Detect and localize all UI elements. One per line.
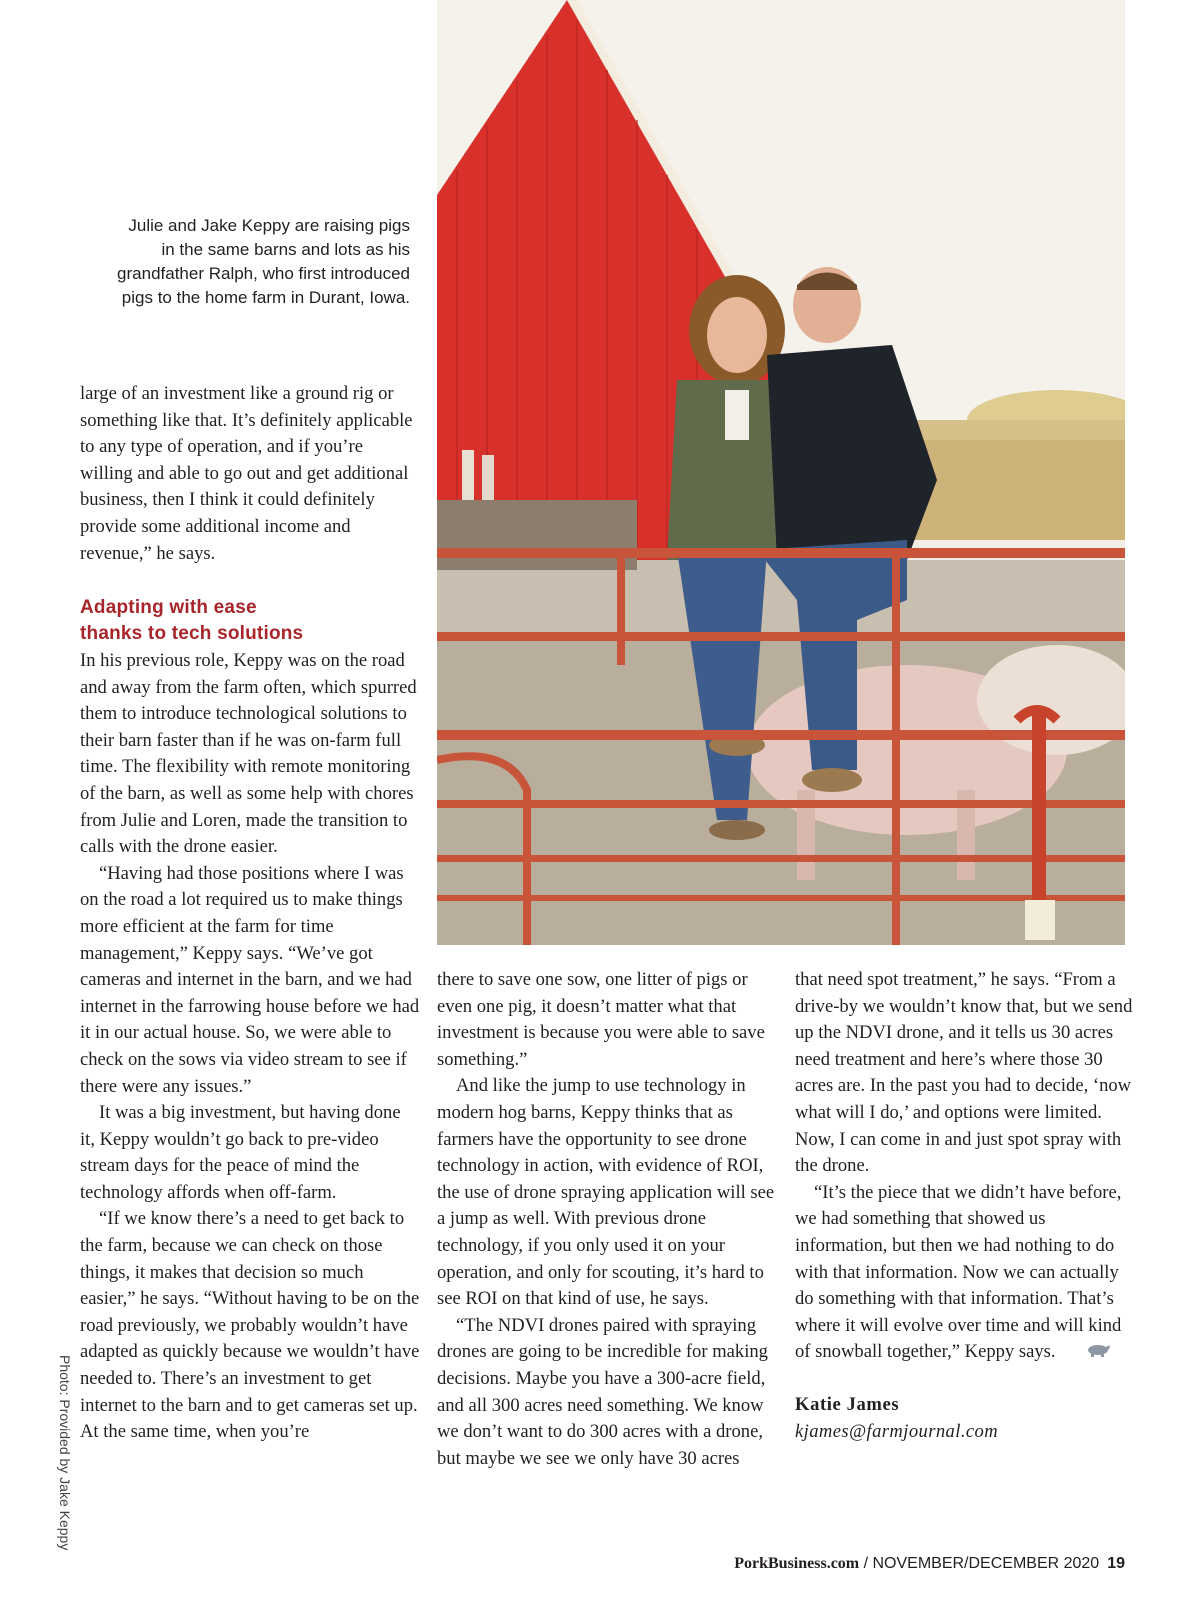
author-name: Katie James: [795, 1394, 900, 1416]
body-paragraph: It was a big investment, but having done it, Keppy wouldn’t go back to pre-video stream days for the peace of mind the technology affords when off-farm.: [80, 1102, 401, 1203]
column-1-intro: [80, 381, 420, 567]
footer-separator: /: [859, 1555, 873, 1572]
column-3: [795, 967, 1135, 1446]
caption-line: in the same barns and lots as his: [161, 240, 410, 259]
body-paragraph: “The NDVI drones paired with spraying drones are going to be incredible for making decisions. Maybe you have a 300-acre field, and all 300 acres need something. We know we don’t want to do 300 acres with a drone, but maybe we see we only have 30 acres: [437, 1314, 768, 1469]
caption-line: pigs to the home farm in Durant, Iowa.: [121, 288, 410, 307]
section-heading: [80, 595, 420, 647]
column-2: [437, 967, 777, 1472]
body-paragraph: there to save one sow, one litter of pigs or even one pig, it doesn’t matter what that investment is because you were able to save something.”: [437, 969, 765, 1070]
body-paragraph: large of an investment like a ground rig or something like that. It’s definitely applicable to any type of operation, and if you’re willing and able to go out and get additional business, then I think it could definitely provide some additional income and revenue,” he says.: [80, 383, 413, 564]
closing-paragraph-text: “It’s the piece that we didn’t have before, we had something that showed us information, but then we had nothing to do with that information. Now we can actually do something with that information. That’s where it will evolve over time and will kind of snowball together,” Keppy says.: [795, 1181, 1122, 1363]
body-paragraph: In his previous role, Keppy was on the road and away from the farm often, which spurred them to introduce technological solutions to their barn faster than if he was on-farm full time. The flexibility with remote monitoring of the barn, as well as some help with chores from Julie and Loren, made the transition to calls with the drone easier.: [80, 650, 417, 858]
body-paragraph: “Having had those positions where I was on the road a lot required us to make things more efficient at the farm for time management,” Keppy says. “We’ve got cameras and internet in the barn, and we had internet in the farrowing house before we had it in our actual house. So, we were able to check on the sows via video stream to see if there were any issues.”: [80, 862, 420, 1097]
body-paragraph: And like the jump to use technology in modern hog barns, Keppy thinks that as farmers have the opportunity to see drone technology in action, with evidence of ROI, the use of drone spraying application will see a jump as well. With previous drone technology, if you only used it on your operation, and only for scouting, it’s hard to see ROI on that kind of use, he says.: [437, 1075, 775, 1310]
farm-couple-photo: [437, 0, 1125, 945]
page-number: 19: [1107, 1555, 1125, 1572]
photo-credit: Photo: Provided by Jake Keppy: [57, 1355, 73, 1551]
article-photo: [437, 0, 1125, 945]
body-paragraph: [795, 1180, 1135, 1367]
pig-end-mark-icon: [1066, 1340, 1111, 1367]
caption-line: grandfather Ralph, who first introduced: [117, 264, 410, 283]
column-1-body: [80, 648, 420, 1446]
caption-line: Julie and Jake Keppy are raising pigs: [128, 216, 410, 235]
page-footer: [734, 1555, 1125, 1573]
footer-issue: NOVEMBER/DECEMBER 2020: [872, 1555, 1100, 1572]
body-paragraph: “If we know there’s a need to get back to the farm, because we can check on those things, it makes that decision so much easier,” he says. “Without having to be on the road previously, we probably wouldn’t have adapted as quickly because we wouldn’t have needed to. There’s an investment to get internet to the barn and to get cameras set up. At the same time, when you’re: [80, 1208, 420, 1443]
footer-site[interactable]: PorkBusiness.com: [734, 1555, 860, 1572]
heading-line-2: thanks to tech solutions: [80, 623, 304, 644]
body-paragraph: that need spot treatment,” he says. “From a drive-by we wouldn’t know that, but we send up the NDVI drone, and it tells us 30 acres need treatment and here’s where those 30 acres are. In the past you had to decide, ‘now what will I do,’ and options were limited. Now, I can come in and just spot spray with the drone.: [795, 969, 1133, 1177]
photo-caption: [70, 214, 410, 310]
author-email[interactable]: kjames@farmjournal.com: [795, 1420, 999, 1442]
heading-line-1: Adapting with ease: [80, 597, 257, 618]
